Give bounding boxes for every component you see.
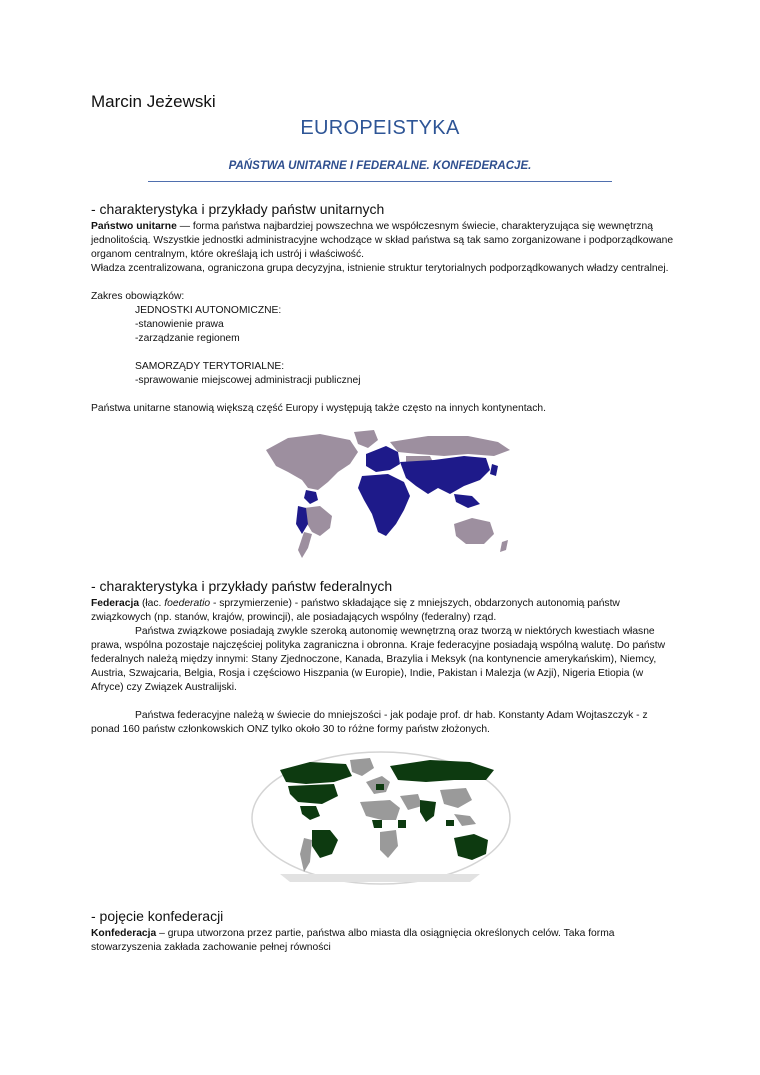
local-gov-item: -sprawowanie miejscowej administracji publicznej [135,375,361,386]
map-region-new-zealand [500,540,508,552]
map-region-malaysia [446,820,454,826]
autonomous-label: JEDNOSTKI AUTONOMICZNE: [135,305,282,316]
federal-definition [91,597,675,625]
local-gov-label: SAMORZĄDY TERYTORIALNE: [135,361,285,372]
unitary-summary: Państwa unitarne stanowią większą część Europy i występują także często na innych kontynentach. [91,403,547,414]
author-name: Marcin Jeżewski [91,92,216,111]
map-region-europe [366,446,400,472]
map-region-germany-austria [376,784,384,790]
autonomous-item-law: -stanowienie prawa [135,319,224,330]
map-region-asia [400,456,490,494]
map-region-argentina [298,532,312,558]
federal-paragraph-minority: Państwa federacyjne należą w świecie do mniejszości - jak podaje prof. dr hab. Konstanty Adam Wojtaszczyk - z ponad 160 państw członkowskich ONZ tylko około 30 to różne formy państw złożonych. [91,710,648,735]
unitary-term: Państwo unitarne [91,221,177,232]
federal-paragraph-autonomy: Państwa związkowe posiadają zwykle szeroką autonomię wewnętrzną oraz tworzą w niektórych kwestiach własne prawa, wspólna pozostaje najczęściej polityka zagraniczna i obronna. Kraje federacyjne posiadają wspólną walutę. Do państw federalnych należą między innymi: Stany Zjednoczone, Kanada, Brazylia i Meksyk (na kontynencie amerykańskim), Niemcy, Austria, Szwajcaria, Belgia, Rosja i częściowo Hiszpania (w Europie), Indie, Pakistan i Malezja (w Azji), Nigeria Etiopia (w Afryce) czy Związek Australijski. [91,626,666,693]
federal-def-pre: (łac. [139,598,165,609]
title-divider [148,181,612,182]
map-region-southeast-asia [454,494,480,508]
confederation-definition [91,927,675,955]
map-region-north-america [266,434,358,490]
unitary-definition [91,220,675,262]
map-region-central-america [304,490,318,504]
map-region-brazil [304,506,332,536]
map-region-antarctica [280,874,480,882]
unitary-states-world-map [258,428,526,562]
unitary-definition-text: — forma państwa najbardziej powszechna we współczesnym świecie, charakteryzująca się wewnętrzną jednolitością. Wszystkie jednostki administracyjne wchodzące w skład państwa są tak samo zorganizowane i podporządkowane organom centralnym, które określają ich ustrój i właściwość. [91,221,674,260]
section-heading-federal: - charakterystyka i przykłady państw federalnych [91,578,393,594]
map-region-australia [454,518,494,544]
confederation-term: Konfederacja [91,928,157,939]
map-region-greenland [354,430,378,448]
unitary-power-text: Władza zcentralizowana, ograniczona grupa decyzyjna, istnienie struktur terytorialnych podporządkowanych władzy centralnej. [91,263,669,274]
document-subtitle: PAŃSTWA UNITARNE I FEDERALNE. KONFEDERACJE. [228,160,532,172]
autonomous-item-region: -zarządzanie regionem [135,333,240,344]
federal-definition-text: - sprzymierzenie) - państwo składające się z mniejszych, obdarzonych autonomią państw związkowych (np. stanów, krajów, prowincji), ale posiadających wspólny (federalny) rząd. [91,598,620,623]
federal-term: Federacja [91,598,140,609]
federal-states-world-map [250,750,512,886]
federal-latin-term: foederatio [164,598,211,609]
map-region-ethiopia [398,820,406,828]
map-region-south-america-west [296,506,308,534]
map-region-japan [490,464,498,476]
map-region-russia [390,436,510,456]
confederation-definition-text: – grupa utworzona przez partie, państwa albo miasta dla osiągnięcia określonych celów. Taka forma stowarzyszenia zakłada zachowanie pełnej równości [91,928,615,953]
section-heading-confederation: - pojęcie konfederacji [91,908,224,924]
map-region-africa [358,474,410,536]
scope-label: Zakres obowiązków: [91,291,185,302]
document-title: EUROPEISTYKA [300,117,460,139]
section-heading-unitary: - charakterystyka i przykłady państw unitarnych [91,201,385,217]
